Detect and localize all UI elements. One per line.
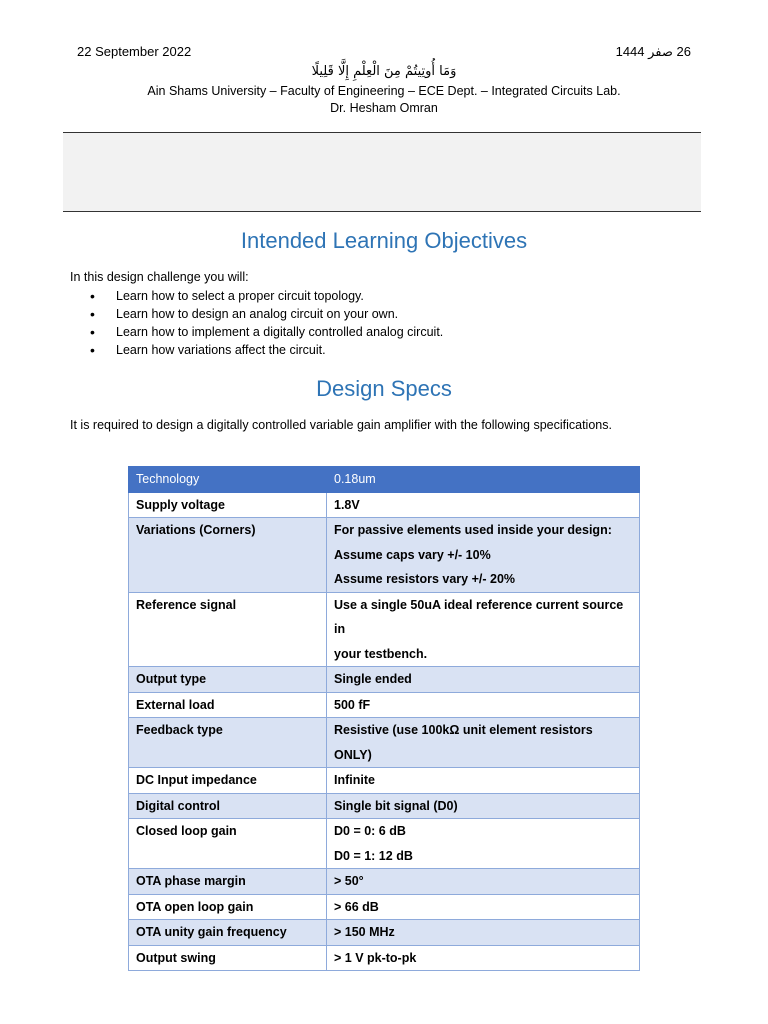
objectives-intro: In this design challenge you will:: [70, 270, 249, 284]
spec-value-line: Infinite: [334, 773, 375, 787]
spec-parameter: OTA open loop gain: [129, 894, 327, 920]
table-row: [129, 518, 640, 593]
spec-parameter: Closed loop gain: [129, 819, 327, 869]
spec-value: [327, 718, 640, 768]
spec-parameter: Feedback type: [129, 718, 327, 768]
spec-value: [327, 592, 640, 667]
quran-verse: وَمَا أُوتِيتُمْ مِنَ الْعِلْمِ إِلَّا قَلِيلًا: [311, 64, 457, 79]
spec-value-line: your testbench.: [334, 646, 428, 661]
spec-value-line: For passive elements used inside your design:: [334, 523, 612, 537]
spec-value: [327, 768, 640, 794]
title-box: [63, 132, 701, 212]
spec-value: [327, 793, 640, 819]
spec-parameter: Supply voltage: [129, 492, 327, 518]
spec-value-line: D0 = 0: 6 dB: [334, 824, 406, 838]
spec-parameter: External load: [129, 692, 327, 718]
specs-intro: It is required to design a digitally controlled variable gain amplifier with the following specifications.: [70, 418, 612, 432]
spec-value-line: > 150 MHz: [334, 925, 395, 939]
specs-table: [128, 466, 640, 971]
spec-value: [327, 518, 640, 593]
spec-parameter: OTA unity gain frequency: [129, 920, 327, 946]
spec-value: [327, 869, 640, 895]
spec-value: [327, 945, 640, 971]
objectives-heading: Intended Learning Objectives: [240, 228, 528, 253]
affiliation-line: Ain Shams University – Faculty of Engineering – ECE Dept. – Integrated Circuits Lab.: [147, 84, 621, 98]
list-item: • Learn how to implement a digitally controlled analog circuit.: [70, 323, 443, 341]
spec-value-line: Single bit signal (D0): [334, 798, 458, 813]
spec-value-line: Single ended: [334, 672, 412, 686]
table-row: [129, 793, 640, 819]
spec-parameter: DC Input impedance: [129, 768, 327, 794]
spec-value-line: Assume resistors vary +/- 20%: [334, 572, 516, 586]
table-row: [129, 692, 640, 718]
spec-value: [327, 667, 640, 693]
spec-value-line: 1.8V: [334, 497, 360, 512]
spec-parameter: Variations (Corners): [129, 518, 327, 593]
table-row: [129, 768, 640, 794]
spec-value-line: 0.18um: [334, 472, 376, 486]
date-hijri: 26 صفر 1444: [615, 44, 691, 59]
spec-value: [327, 920, 640, 946]
table-row: [129, 492, 640, 518]
spec-value-line: > 50°: [334, 874, 364, 888]
objectives-list: [70, 287, 443, 359]
table-row: [129, 894, 640, 920]
spec-parameter: Output swing: [129, 945, 327, 971]
table-row: [129, 718, 640, 768]
table-row: [129, 920, 640, 946]
table-row: [129, 819, 640, 869]
spec-parameter: Digital control: [129, 793, 327, 819]
spec-parameter: Technology: [129, 467, 327, 493]
spec-value-line: Resistive (use 100kΩ unit element resistors ONLY): [334, 723, 593, 762]
list-item: • Learn how variations affect the circuit.: [70, 341, 443, 359]
spec-value: [327, 894, 640, 920]
spec-value: [327, 492, 640, 518]
spec-parameter: Reference signal: [129, 592, 327, 667]
author-name: Dr. Hesham Omran: [330, 101, 438, 115]
spec-value: [327, 467, 640, 493]
list-item: • Learn how to select a proper circuit topology.: [70, 287, 443, 305]
specs-heading: Design Specs: [316, 376, 452, 401]
spec-value-line: Use a single 50uA ideal reference current source in: [334, 597, 624, 636]
spec-parameter: Output type: [129, 667, 327, 693]
table-row: [129, 945, 640, 971]
table-row: [129, 667, 640, 693]
date-gregorian: 22 September 2022: [77, 44, 192, 59]
spec-parameter: OTA phase margin: [129, 869, 327, 895]
spec-value: [327, 692, 640, 718]
spec-value-line: > 1 V pk-to-pk: [334, 950, 417, 965]
spec-value-line: > 66 dB: [334, 899, 379, 914]
table-row: [129, 869, 640, 895]
spec-value-line: Assume caps vary +/- 10%: [334, 547, 491, 562]
table-row: [129, 592, 640, 667]
list-item: • Learn how to design an analog circuit on your own.: [70, 305, 443, 323]
table-row: [129, 467, 640, 493]
spec-value-line: D0 = 1: 12 dB: [334, 848, 413, 863]
spec-value: [327, 819, 640, 869]
spec-value-line: 500 fF: [334, 697, 371, 712]
